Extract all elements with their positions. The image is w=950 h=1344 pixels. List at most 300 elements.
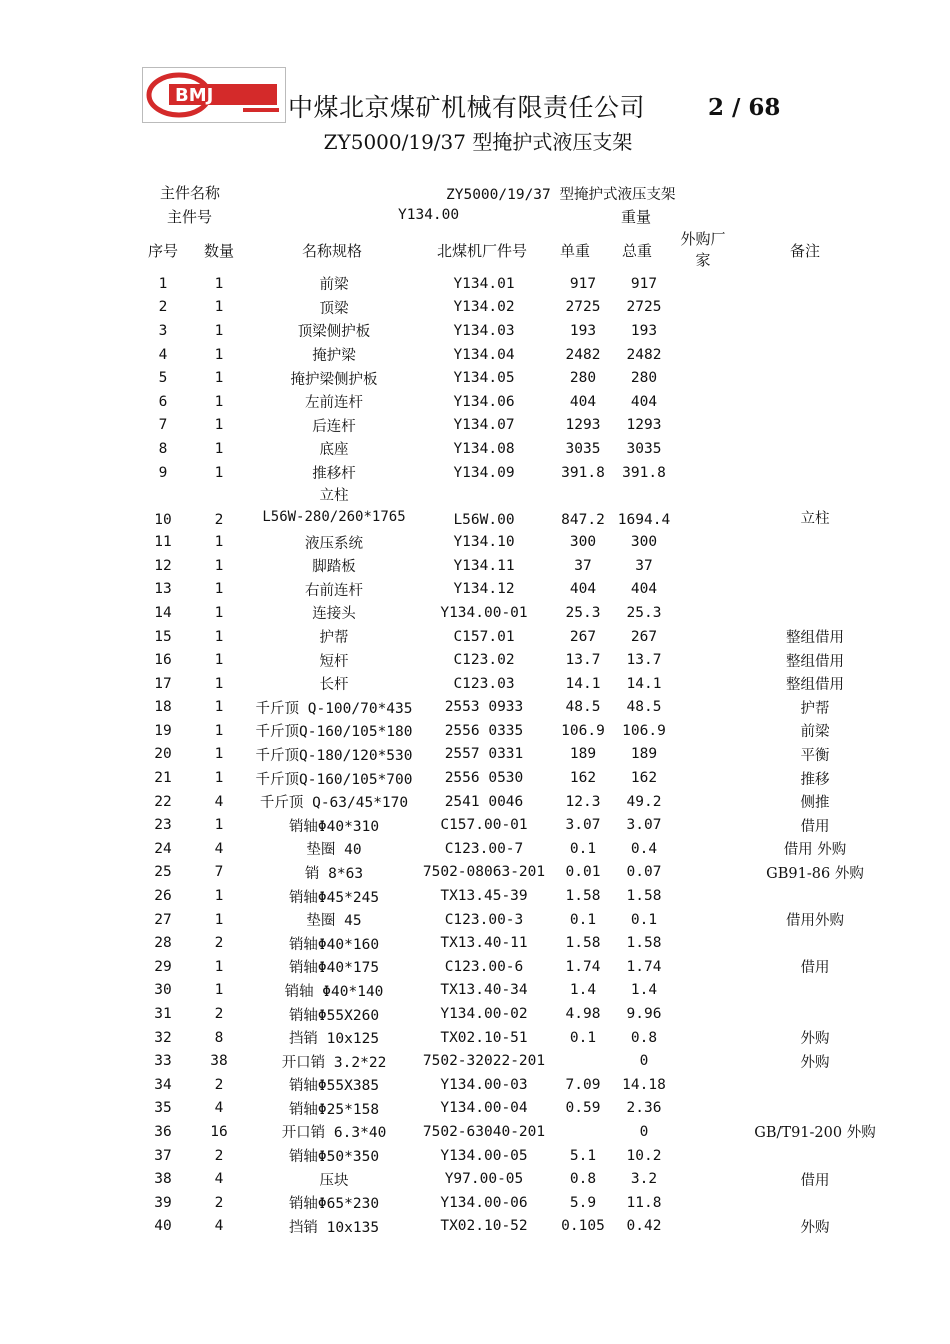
qty-cell: 1 [214,346,224,363]
table-row [140,1215,900,1239]
part-no-cell: Y134.09 [453,464,515,481]
table-row [140,625,900,649]
part-no-cell: Y134.04 [453,346,515,363]
seq-cell: 32 [154,1029,172,1046]
total-weight-cell: 49.2 [626,793,662,810]
main-part-name-label: 主件名称 [160,184,221,202]
table-row [140,861,900,885]
vendor-cell [674,884,730,908]
vendor-cell [674,319,730,343]
note-cell [730,1191,900,1215]
total-weight-cell: 404 [630,581,658,598]
note-cell: 借用 [800,960,830,977]
unit-weight-cell: 189 [569,746,597,763]
part-no-cell: Y134.00-03 [440,1076,528,1093]
col-header-seq: 序号 [147,242,178,260]
seq-cell: 24 [154,840,172,857]
total-weight-cell: 300 [630,534,658,551]
vendor-cell [674,343,730,367]
total-weight-cell: 391.8 [622,464,666,481]
unit-weight-cell: 5.1 [569,1147,597,1164]
table-row [140,813,900,837]
unit-weight-cell: 0.8 [569,1171,597,1188]
part-no-cell: Y134.06 [453,393,515,410]
vendor-cell [674,296,730,320]
unit-weight-cell: 13.7 [565,652,601,669]
table-row [140,601,900,625]
note-cell: 整组借用 [786,630,844,647]
part-no-cell: 2556 0335 [444,722,524,739]
total-weight-cell: 0 [639,1053,649,1070]
vendor-cell [674,390,730,414]
spec-cell: 销轴Φ45*245 [288,889,380,906]
spec-cell: 千斤顶Q-180/120*530 [255,747,413,764]
spec-cell: 顶梁侧护板 [297,324,371,341]
table-row [140,766,900,790]
spec-cell: 底座 [319,442,349,459]
qty-cell: 2 [214,1006,224,1023]
total-weight-cell: 2.36 [626,1100,662,1117]
unit-weight-cell: 391.8 [561,464,605,481]
note-cell [730,296,900,320]
seq-cell: 37 [154,1147,172,1164]
total-weight-cell: 0.4 [630,840,658,857]
note-cell [730,554,900,578]
seq-cell: 8 [158,440,168,457]
part-no-cell: Y134.00-06 [440,1194,528,1211]
note-cell [730,390,900,414]
note-cell: 整组借用 [786,677,844,694]
vendor-cell [674,955,730,979]
spec-cell: 销轴Φ40*310 [288,818,380,835]
spec-cell: 垫圈 40 [306,842,362,859]
part-no-cell: TX13.40-34 [440,982,528,999]
table-row [140,554,900,578]
seq-cell: 17 [154,675,172,692]
total-weight-cell: 162 [630,770,658,787]
company-name: 中煤北京煤矿机械有限责任公司 [288,93,646,122]
table-row [140,1120,900,1144]
col-header-unit-weight: 单重 [559,242,590,260]
seq-cell: 15 [154,628,172,645]
qty-cell: 1 [214,770,224,787]
spec-cell: 销轴 Φ40*140 [284,983,384,1000]
col-header-qty: 数量 [203,242,234,260]
unit-weight-cell: 0.105 [561,1218,605,1235]
spec-cell: 长杆 [319,677,349,694]
total-weight-cell: 3035 [626,440,662,457]
total-weight-cell: 267 [630,628,658,645]
col-header-part-no: 北煤机厂件号 [436,242,527,260]
note-cell: 借用 [800,818,830,835]
vendor-cell [674,554,730,578]
total-weight-cell: 10.2 [626,1147,662,1164]
unit-weight-cell: 2482 [565,346,601,363]
vendor-cell [674,414,730,438]
qty-cell: 1 [214,675,224,692]
part-no-cell: 7502-08063-201 [422,864,546,881]
vendor-cell [674,837,730,861]
vendor-cell [674,272,730,296]
unit-weight-cell: 7.09 [565,1076,601,1093]
total-weight-cell: 280 [630,370,658,387]
vendor-cell [674,1120,730,1144]
unit-weight-cell: 3035 [565,440,601,457]
note-cell [730,931,900,955]
note-cell [730,884,900,908]
seq-cell: 36 [154,1123,172,1140]
qty-cell: 2 [214,1076,224,1093]
main-part-name-value: ZY5000/19/37 型掩护式液压支架 [446,187,676,203]
qty-cell: 4 [214,1100,224,1117]
seq-cell: 28 [154,935,172,952]
note-cell: 借用 [800,1172,830,1189]
total-weight-cell: 1694.4 [617,512,671,529]
col-header-spec: 名称规格 [301,242,362,260]
unit-weight-cell: 847.2 [561,512,605,529]
spec-cell: 挡销 10x125 [288,1031,380,1048]
unit-weight-cell [552,1049,614,1073]
unit-weight-cell: 1.58 [565,935,601,952]
table-row [140,908,900,932]
note-cell [730,366,900,390]
seq-cell: 10 [154,512,172,529]
spec-line-2: L56W-280/260*1765 [262,509,406,526]
table-row [140,343,900,367]
seq-cell: 18 [154,699,172,716]
bom-table [140,272,900,1238]
col-header-note: 备注 [789,242,820,260]
seq-cell: 21 [154,770,172,787]
spec-cell: 销 8*63 [304,865,364,882]
part-no-cell: Y134.02 [453,299,515,316]
col-header-vendor: 外购厂家 [680,230,726,269]
unit-weight-cell [552,1120,614,1144]
logo-text: BMJ [175,85,214,106]
table-row [140,1144,900,1168]
part-no-cell: C123.00-3 [444,911,524,928]
total-weight-cell: 11.8 [626,1194,662,1211]
part-no-cell: C123.02 [453,652,515,669]
qty-cell: 8 [214,1029,224,1046]
part-no-cell: TX13.45-39 [440,888,528,905]
part-no-cell: Y134.08 [453,440,515,457]
seq-cell: 33 [154,1053,172,1070]
part-no-cell: Y134.10 [453,534,515,551]
seq-cell: 2 [158,299,168,316]
part-no-cell: 7502-63040-201 [422,1123,546,1140]
table-row [140,319,900,343]
bom-table-body [140,272,900,1238]
unit-weight-cell: 106.9 [561,722,605,739]
seq-cell: 25 [154,864,172,881]
table-row [140,484,900,530]
qty-cell: 1 [214,581,224,598]
note-cell: 立柱 [800,511,830,528]
part-no-cell: TX02.10-52 [440,1218,528,1235]
part-no-cell: 2553 0933 [444,699,524,716]
seq-cell: 23 [154,817,172,834]
total-weight-cell: 404 [630,393,658,410]
total-weight-cell: 2482 [626,346,662,363]
qty-cell: 1 [214,464,224,481]
seq-cell: 3 [158,322,168,339]
spec-cell: 压块 [319,1172,349,1189]
seq-cell: 39 [154,1194,172,1211]
part-no-cell: Y134.01 [453,275,515,292]
table-row [140,1097,900,1121]
spec-cell: 左前连杆 [305,395,363,412]
qty-cell: 2 [214,1194,224,1211]
qty-cell: 4 [214,1171,224,1188]
seq-cell: 35 [154,1100,172,1117]
table-row [140,696,900,720]
total-weight-cell: 3.2 [630,1171,658,1188]
part-no-cell: Y134.07 [453,417,515,434]
qty-cell: 1 [214,699,224,716]
total-weight-cell: 0 [639,1123,649,1140]
note-cell [730,1097,900,1121]
part-no-cell: TX02.10-51 [440,1029,528,1046]
part-no-cell: 2557 0331 [444,746,524,763]
seq-cell: 12 [154,557,172,574]
table-row [140,743,900,767]
table-row [140,1073,900,1097]
note-cell [730,437,900,461]
spec-cell: 销轴Φ40*160 [288,936,380,953]
qty-cell: 1 [214,982,224,999]
unit-weight-cell: 404 [569,393,597,410]
qty-cell: 4 [214,1218,224,1235]
unit-weight-cell: 1.4 [569,982,597,999]
note-cell [730,414,900,438]
table-row [140,272,900,296]
spec-cell: 后连杆 [312,418,356,435]
part-no-cell: 2556 0530 [444,770,524,787]
seq-cell: 9 [158,464,168,481]
unit-weight-cell: 37 [574,557,592,574]
table-row [140,461,900,485]
page-number: 2 / 68 [708,94,781,121]
note-cell: 整组借用 [786,653,844,670]
seq-cell: 38 [154,1171,172,1188]
spec-cell: 顶梁 [319,300,349,317]
note-cell: 借用外购 [786,913,844,930]
note-cell: 平衡 [800,747,830,764]
note-cell [730,601,900,625]
qty-cell: 1 [214,275,224,292]
spec-cell: 掩护梁侧护板 [290,371,378,388]
note-cell [730,272,900,296]
table-row [140,1167,900,1191]
main-part-no-value: Y134.00 [398,207,460,223]
vendor-cell [674,1215,730,1239]
table-row [140,530,900,554]
seq-cell: 5 [158,370,168,387]
vendor-cell [674,1167,730,1191]
qty-cell: 1 [214,652,224,669]
spec-cell: 右前连杆 [305,582,363,599]
qty-cell: 2 [214,1147,224,1164]
vendor-cell [674,719,730,743]
total-weight-cell: 3.07 [626,817,662,834]
note-cell: 前梁 [800,724,830,741]
total-weight-cell: 1.58 [626,888,662,905]
unit-weight-cell: 162 [569,770,597,787]
qty-cell: 1 [214,557,224,574]
qty-cell: 1 [214,440,224,457]
table-row [140,955,900,979]
seq-cell: 14 [154,604,172,621]
unit-weight-cell: 0.1 [569,840,597,857]
unit-weight-cell: 404 [569,581,597,598]
table-row [140,719,900,743]
main-part-no-label: 主件号 [167,208,213,226]
total-weight-cell: 917 [630,275,658,292]
spec-cell: 销轴Φ55X260 [288,1007,380,1024]
spec-cell: 开口销 6.3*40 [281,1125,387,1142]
unit-weight-cell: 0.1 [569,911,597,928]
vendor-cell [674,696,730,720]
qty-cell: 1 [214,393,224,410]
part-no-cell: Y134.00-02 [440,1006,528,1023]
unit-weight-cell: 1293 [565,417,601,434]
spec-cell: 千斤顶Q-160/105*700 [255,771,413,788]
seq-cell: 34 [154,1076,172,1093]
document-title: ZY5000/19/37 型掩护式液压支架 [323,130,633,154]
seq-cell: 22 [154,793,172,810]
qty-cell: 1 [214,911,224,928]
vendor-cell [674,1191,730,1215]
seq-cell: 26 [154,888,172,905]
seq-cell: 13 [154,581,172,598]
total-weight-cell: 1293 [626,417,662,434]
unit-weight-cell: 25.3 [565,604,601,621]
vendor-cell [674,766,730,790]
qty-cell: 1 [214,722,224,739]
qty-cell: 1 [214,299,224,316]
qty-cell: 1 [214,628,224,645]
qty-cell: 2 [214,935,224,952]
part-no-cell: L56W.00 [453,512,515,529]
seq-cell: 29 [154,958,172,975]
unit-weight-cell: 1.74 [565,958,601,975]
qty-cell: 7 [214,864,224,881]
seq-cell: 16 [154,652,172,669]
table-row [140,1002,900,1026]
part-no-cell: Y134.12 [453,581,515,598]
vendor-cell [674,484,730,530]
vendor-cell [674,437,730,461]
part-no-cell: Y134.00-05 [440,1147,528,1164]
vendor-cell [674,908,730,932]
seq-cell: 31 [154,1006,172,1023]
spec-cell: 掩护梁 [312,348,356,365]
spec-cell: 垫圈 45 [306,913,362,930]
spec-cell: 开口销 3.2*22 [281,1054,387,1071]
unit-weight-cell: 917 [569,275,597,292]
seq-cell: 7 [158,417,168,434]
vendor-cell [674,813,730,837]
unit-weight-cell: 193 [569,322,597,339]
qty-cell: 1 [214,888,224,905]
table-row [140,1191,900,1215]
spec-cell: 千斤顶 Q-63/45*170 [259,795,409,812]
note-cell: 借用 外购 [783,842,847,859]
spec-cell: 推移杆 [312,466,356,483]
part-no-cell: C123.00-7 [444,840,524,857]
table-row [140,414,900,438]
total-weight-cell: 1.4 [630,982,658,999]
seq-cell: 27 [154,911,172,928]
vendor-cell [674,530,730,554]
seq-cell: 6 [158,393,168,410]
vendor-cell [674,625,730,649]
part-no-cell: Y134.00-01 [440,604,528,621]
weight-label: 重量 [621,208,652,226]
vendor-cell [674,366,730,390]
spec-line-1: 立柱 [319,488,349,505]
table-row [140,837,900,861]
note-cell: GB/T91-200 外购 [754,1125,876,1142]
table-row [140,437,900,461]
table-row [140,931,900,955]
vendor-cell [674,979,730,1003]
part-no-cell: Y97.00-05 [444,1171,524,1188]
qty-cell: 1 [214,417,224,434]
seq-cell: 1 [158,275,168,292]
table-row [140,672,900,696]
part-no-cell: Y134.05 [453,370,515,387]
spec-cell: 挡销 10x135 [288,1219,380,1236]
spec-cell: 护帮 [319,630,349,647]
qty-cell: 1 [214,604,224,621]
bmj-logo-icon [143,68,285,122]
part-no-cell: C157.01 [453,628,515,645]
note-cell [730,530,900,554]
qty-cell: 1 [214,746,224,763]
unit-weight-cell: 267 [569,628,597,645]
total-weight-cell: 25.3 [626,604,662,621]
note-cell [730,979,900,1003]
note-cell [730,343,900,367]
seq-cell: 40 [154,1218,172,1235]
unit-weight-cell: 300 [569,534,597,551]
vendor-cell [674,461,730,485]
part-no-cell: TX13.40-11 [440,935,528,952]
table-row [140,390,900,414]
note-cell: 外购 [800,1031,830,1048]
spec-cell: 连接头 [312,606,356,623]
total-weight-cell: 0.1 [630,911,658,928]
qty-cell: 2 [214,512,224,529]
total-weight-cell: 0.07 [626,864,662,881]
total-weight-cell: 14.1 [626,675,662,692]
part-no-cell: C157.00-01 [440,817,528,834]
note-cell: 外购 [800,1219,830,1236]
table-row [140,979,900,1003]
unit-weight-cell: 0.01 [565,864,601,881]
part-no-cell: 7502-32022-201 [422,1053,546,1070]
spec-cell: 脚踏板 [312,559,356,576]
vendor-cell [674,1144,730,1168]
qty-cell: 1 [214,322,224,339]
vendor-cell [674,1073,730,1097]
part-no-cell: Y134.03 [453,322,515,339]
table-row [140,790,900,814]
vendor-cell [674,861,730,885]
total-weight-cell: 106.9 [622,722,666,739]
